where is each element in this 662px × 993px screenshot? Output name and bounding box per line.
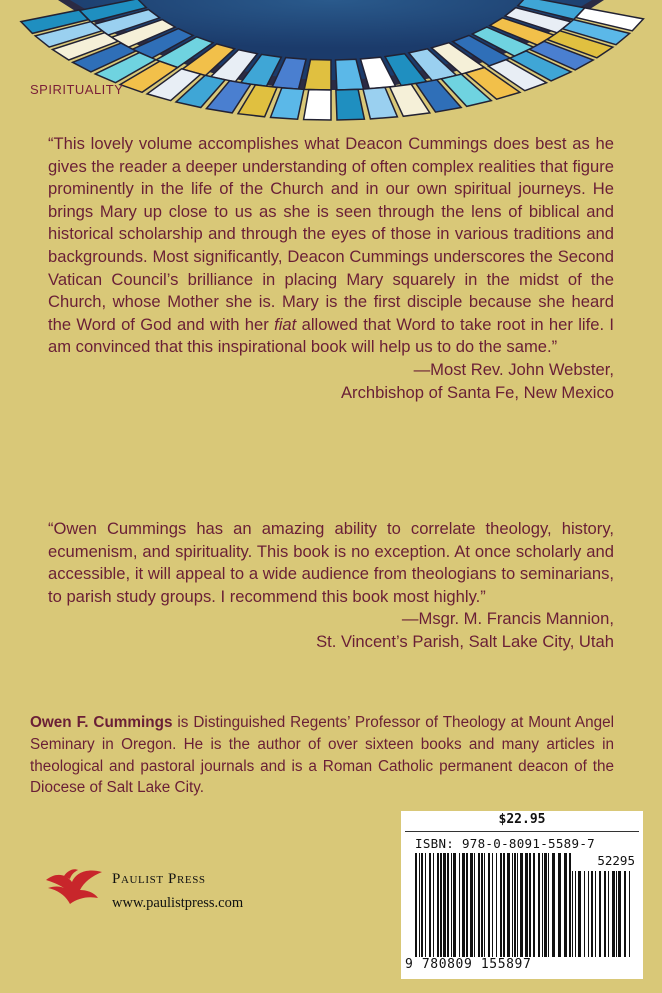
barcode-bar <box>616 871 617 957</box>
barcode-bar <box>466 853 468 957</box>
isbn-label: ISBN: 978-0-8091-5589-7 <box>415 836 595 851</box>
quote-1-attribution-title: Archbishop of Santa Fe, New Mexico <box>340 382 614 402</box>
barcode-bar <box>462 853 465 957</box>
barcode-bar <box>484 853 485 957</box>
price-label: $22.95 <box>498 812 546 827</box>
barcode-bar <box>548 853 549 957</box>
barcode-bar <box>608 871 609 957</box>
barcode-bar <box>451 853 452 957</box>
barcode-digits: 9 780809 155897 <box>405 957 532 972</box>
paulist-dove-logo-icon <box>44 866 106 906</box>
barcode-bar <box>512 853 513 957</box>
barcode-bar <box>443 853 446 957</box>
barcode-bar <box>572 871 573 957</box>
quote-2-attribution-name: —Msgr. M. Francis Mannion, <box>401 609 614 629</box>
barcode-bar <box>514 853 516 957</box>
price-divider <box>405 831 639 832</box>
endorsement-quote-1 <box>48 133 614 404</box>
barcode-bar <box>595 871 596 957</box>
barcode-bar <box>437 853 439 957</box>
barcode-icon <box>411 853 639 957</box>
barcode-bar <box>624 871 626 957</box>
barcode-supplement-digits: 52295 <box>597 853 635 868</box>
barcode-bar <box>612 871 615 957</box>
mosaic-tile <box>336 89 365 120</box>
barcode-bar <box>425 853 426 957</box>
barcode-bar <box>575 871 576 957</box>
author-bio-text: is Distinguished Regents’ Professor of Theology at Mount Angel Seminary in Oregon. He is the author of over sixteen books and many articles in theological and pastoral journals and is a Roman Catholic permanent deacon of the Diocese of Salt Lake City. <box>30 714 614 797</box>
barcode-bar <box>604 871 606 957</box>
barcode-bar <box>474 853 475 957</box>
stained-glass-artwork <box>0 0 662 130</box>
publisher-url[interactable]: www.paulistpress.com <box>112 895 244 911</box>
barcode-bar <box>433 853 434 957</box>
barcode-bar <box>421 853 423 957</box>
quote-1-attribution-name: —Most Rev. John Webster, <box>413 359 614 379</box>
barcode-bar <box>552 853 555 957</box>
barcode-bar <box>440 853 442 957</box>
quote-2-text: “Owen Cummings has an amazing ability to correlate theology, history, ecumenism, and spirituality. This book is no exception. At once scholarly and accessible, it will appeal to a wide audience from theologians to seminarians, to parish study groups. I recommend this book most highly.” <box>48 519 614 606</box>
barcode-bar <box>544 853 547 957</box>
barcode-bar <box>419 853 420 957</box>
category-label: SPIRITUALITY <box>30 82 124 97</box>
barcode-bar <box>529 853 531 957</box>
barcode-bar <box>542 853 543 957</box>
barcode-bar <box>517 853 518 957</box>
barcode-bar <box>481 853 483 957</box>
barcode-bar <box>538 853 540 957</box>
quote-1-text-a: “This lovely volume accomplishes what Deacon Cummings does best as he gives the reader a deeper understanding of often complex realities that figure prominently in the life of the Church and in our own spiritual journeys. He brings Mary up close to us as she is seen through the lens of biblical and historical scholarship and through the eyes of those in various traditions and backgrounds. Most significantly, Deacon Cummings underscores the Second Vatican Council’s brilliance in placing Mary squarely in the midst of the Church, whose Mother she is. Mary is the first disciple because she heard the Word of God and with her <box>48 134 614 334</box>
barcode-bar <box>496 853 497 957</box>
publisher-name: Paulist Press <box>112 871 206 887</box>
quote-1-emphasis: fiat <box>274 314 297 334</box>
barcode-bar <box>588 871 589 957</box>
barcode-bar <box>618 871 621 957</box>
barcode-bar <box>599 871 601 957</box>
author-name: Owen F. Cummings <box>30 714 173 731</box>
barcode-bar <box>429 853 431 957</box>
barcode-bar <box>470 853 473 957</box>
endorsement-quote-2 <box>48 518 614 654</box>
barcode-bar <box>500 853 502 957</box>
barcode-bar <box>558 853 561 957</box>
barcode-bar <box>488 853 490 957</box>
author-bio <box>30 712 614 799</box>
quote-2-attribution-title: St. Vincent’s Parish, Salt Lake City, Utah <box>316 631 614 651</box>
barcode-bar <box>507 853 510 957</box>
barcode-bar <box>525 853 528 957</box>
barcode-bar <box>629 871 630 957</box>
barcode-bar <box>492 853 493 957</box>
barcode-bar <box>584 871 585 957</box>
barcode-bar <box>569 853 571 957</box>
barcode-bar <box>564 853 567 957</box>
barcode-bar <box>503 853 505 957</box>
barcode-bar <box>453 853 456 957</box>
barcode-bar <box>447 853 449 957</box>
barcode-bar <box>591 871 593 957</box>
barcode-bar <box>415 853 417 957</box>
barcode-bar <box>478 853 480 957</box>
quote-1-text-b: allowed that Word to take root in her life. I am convinced that this inspirational book will help us to do the same.” <box>48 314 614 357</box>
barcode-bar <box>578 871 581 957</box>
barcode-bar <box>459 853 460 957</box>
barcode-box <box>401 811 643 979</box>
barcode-bar <box>533 853 535 957</box>
barcode-bar <box>520 853 523 957</box>
mosaic-tile <box>304 90 331 120</box>
